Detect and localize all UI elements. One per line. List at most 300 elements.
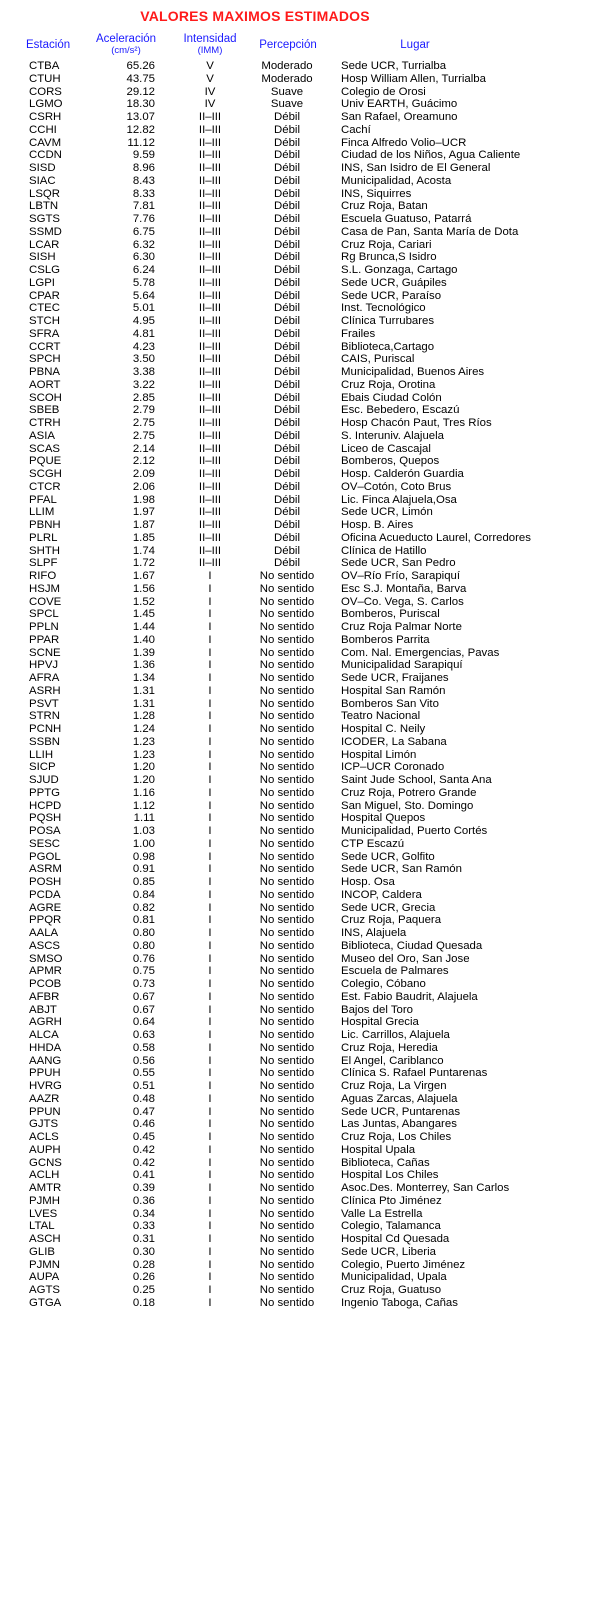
cell-intensidad: I — [208, 990, 212, 1003]
cell-lugar: Oficina Acueducto Laurel, Corredores — [341, 531, 531, 544]
cell-intensidad: II–III — [198, 149, 222, 162]
cell-lugar: Teatro Nacional — [341, 710, 421, 723]
cell-percepcion: Débil — [274, 264, 300, 276]
cell-lugar: Esc. Bebedero, Escazú — [341, 404, 460, 417]
cell-estacion: CTRH — [29, 417, 61, 429]
cell-estacion: PFAL — [29, 493, 57, 506]
table-row — [0, 341, 590, 354]
cell-percepcion: No sentido — [259, 1092, 315, 1105]
cell-aceleracion: 6.75 — [132, 225, 155, 238]
table-row — [0, 1182, 590, 1195]
cell-aceleracion: 29.12 — [126, 85, 155, 98]
cell-intensidad: I — [208, 621, 212, 633]
cell-percepcion: No sentido — [259, 990, 315, 1003]
cell-lugar: Sede UCR, Limón — [341, 506, 433, 519]
table-row — [0, 60, 590, 73]
cell-percepcion: No sentido — [259, 1220, 315, 1233]
cell-lugar: Cruz Roja, Paquera — [341, 914, 442, 927]
cell-percepcion: No sentido — [259, 914, 315, 927]
cell-percepcion: No sentido — [259, 939, 315, 952]
cell-estacion: CCDN — [29, 149, 62, 162]
cell-intensidad: I — [208, 978, 212, 990]
cell-lugar: Est. Fabio Baudrit, Alajuela — [341, 990, 478, 1003]
table-row — [0, 86, 590, 99]
cell-lugar: Finca Alfredo Volio–UCR — [341, 136, 467, 149]
cell-aceleracion: 0.76 — [132, 952, 155, 965]
cell-lugar: Sede UCR, Guápiles — [341, 276, 447, 289]
cell-estacion: LGMO — [29, 98, 63, 111]
table-row — [0, 1208, 590, 1221]
cell-lugar: Ingenio Taboga, Cañas — [341, 1296, 458, 1309]
cell-lugar: Colegio, Cóbano — [341, 978, 426, 990]
table-row — [0, 953, 590, 966]
cell-intensidad: I — [208, 735, 212, 748]
cell-aceleracion: 6.24 — [132, 264, 155, 276]
cell-aceleracion: 0.25 — [132, 1284, 155, 1296]
header-percepcion — [250, 40, 326, 51]
cell-estacion: ASRM — [29, 863, 62, 876]
table-row — [0, 1157, 590, 1170]
cell-intensidad: II–III — [198, 429, 222, 442]
table-row — [0, 774, 590, 787]
table-row — [0, 353, 590, 366]
table-row — [0, 277, 590, 290]
table-row — [0, 1042, 590, 1055]
cell-intensidad: II–III — [198, 442, 222, 455]
table-row — [0, 991, 590, 1004]
table-row — [0, 468, 590, 481]
cell-percepcion: No sentido — [259, 1233, 315, 1245]
cell-aceleracion: 0.82 — [132, 901, 155, 914]
cell-intensidad: I — [208, 659, 212, 672]
cell-percepcion: No sentido — [259, 684, 315, 697]
cell-estacion: GCNS — [29, 1156, 62, 1169]
cell-aceleracion: 0.73 — [132, 978, 155, 990]
cell-estacion: SJUD — [29, 774, 59, 786]
cell-lugar: Sede UCR, Paraíso — [341, 289, 442, 302]
table-row — [0, 647, 590, 660]
cell-aceleracion: 0.26 — [132, 1271, 155, 1284]
cell-estacion: ABJT — [29, 1003, 57, 1016]
cell-aceleracion: 1.20 — [132, 774, 155, 786]
cell-intensidad: I — [208, 684, 212, 697]
cell-percepcion: No sentido — [259, 978, 315, 990]
table-row — [0, 290, 590, 303]
cell-estacion: LLIH — [29, 748, 54, 761]
cell-percepcion: Débil — [274, 225, 300, 238]
cell-estacion: AALA — [29, 927, 59, 939]
cell-percepcion: No sentido — [259, 1245, 315, 1258]
cell-aceleracion: 1.87 — [132, 519, 155, 531]
cell-intensidad: I — [208, 633, 212, 646]
cell-intensidad: II–III — [198, 136, 222, 149]
cell-percepcion: No sentido — [259, 1016, 315, 1029]
cell-lugar: Hospital Upala — [341, 1143, 416, 1156]
table-row — [0, 315, 590, 328]
cell-estacion: SLPF — [29, 557, 58, 570]
table-row — [0, 124, 590, 137]
cell-percepcion: No sentido — [259, 697, 315, 710]
table-row — [0, 506, 590, 519]
cell-estacion: SBEB — [29, 404, 60, 417]
cell-intensidad: II–III — [198, 187, 222, 200]
header-estacion-label: Estación — [26, 39, 71, 51]
table-row — [0, 914, 590, 927]
table-row — [0, 519, 590, 532]
table-row — [0, 876, 590, 889]
cell-estacion: LGPI — [29, 276, 55, 289]
cell-estacion: AAZR — [29, 1092, 60, 1105]
cell-estacion: SCGH — [29, 468, 62, 480]
table-row — [0, 200, 590, 213]
cell-intensidad: I — [208, 850, 212, 863]
cell-intensidad: I — [208, 646, 212, 659]
cell-estacion: RIFO — [29, 570, 57, 582]
cell-aceleracion: 5.64 — [132, 289, 155, 302]
table-row — [0, 812, 590, 825]
cell-aceleracion: 1.24 — [132, 723, 155, 735]
cell-estacion: CTEC — [29, 302, 61, 315]
cell-lugar: Asoc.Des. Monterrey, San Carlos — [341, 1182, 510, 1194]
cell-lugar: Cruz Roja, Los Chiles — [341, 1131, 452, 1143]
cell-intensidad: IV — [204, 98, 216, 111]
cell-lugar: Hospital Los Chiles — [341, 1169, 439, 1182]
cell-estacion: SFRA — [29, 327, 60, 340]
cell-intensidad: II–III — [198, 519, 222, 531]
cell-percepcion: Débil — [274, 238, 300, 251]
table-row — [0, 302, 590, 315]
cell-lugar: Ebais Ciudad Colón — [341, 391, 442, 404]
table-row — [0, 481, 590, 494]
cell-intensidad: II–III — [198, 315, 222, 327]
cell-estacion: GLIB — [29, 1245, 55, 1258]
cell-estacion: PQUE — [29, 455, 62, 468]
cell-intensidad: I — [208, 1194, 212, 1207]
cell-estacion: PPUH — [29, 1067, 61, 1080]
cell-estacion: ACLS — [29, 1131, 59, 1143]
cell-intensidad: I — [208, 697, 212, 710]
cell-lugar: Clínica Pto Jiménez — [341, 1194, 442, 1207]
cell-percepcion: Débil — [274, 366, 300, 378]
table-row — [0, 175, 590, 188]
cell-intensidad: I — [208, 952, 212, 965]
cell-percepcion: No sentido — [259, 582, 315, 595]
cell-intensidad: I — [208, 774, 212, 786]
table-row — [0, 927, 590, 940]
table-row — [0, 710, 590, 723]
cell-estacion: SISH — [29, 251, 56, 264]
cell-intensidad: I — [208, 927, 212, 939]
cell-percepcion: No sentido — [259, 621, 315, 633]
cell-intensidad: I — [208, 939, 212, 952]
cell-estacion: PPTG — [29, 786, 61, 799]
table-row — [0, 430, 590, 443]
cell-aceleracion: 0.56 — [132, 1054, 155, 1067]
cell-intensidad: II–III — [198, 123, 222, 136]
cell-estacion: CCHI — [29, 123, 57, 136]
cell-lugar: El Angel, Cariblanco — [341, 1054, 444, 1067]
cell-aceleracion: 1.31 — [132, 697, 155, 710]
cell-lugar: OV–Río Frío, Sarapiquí — [341, 570, 461, 582]
cell-estacion: PPAR — [29, 633, 60, 646]
table-row — [0, 621, 590, 634]
cell-lugar: CTP Escazú — [341, 837, 405, 850]
cell-estacion: PBNA — [29, 366, 61, 378]
cell-lugar: Clínica de Hatillo — [341, 544, 427, 557]
table-row — [0, 111, 590, 124]
cell-aceleracion: 4.23 — [132, 340, 155, 353]
cell-percepcion: No sentido — [259, 812, 315, 825]
table-row — [0, 1246, 590, 1259]
cell-intensidad: II–III — [198, 493, 222, 506]
table-row — [0, 1067, 590, 1080]
cell-percepcion: Débil — [274, 493, 300, 506]
table-row — [0, 1004, 590, 1017]
cell-lugar: Colegio, Talamanca — [341, 1220, 441, 1233]
cell-intensidad: I — [208, 582, 212, 595]
cell-intensidad: II–III — [198, 213, 222, 225]
cell-percepcion: Débil — [274, 455, 300, 468]
table-row — [0, 583, 590, 596]
cell-aceleracion: 0.41 — [132, 1169, 155, 1182]
cell-intensidad: I — [208, 761, 212, 774]
cell-aceleracion: 1.67 — [132, 570, 155, 582]
cell-percepcion: Débil — [274, 111, 300, 123]
cell-aceleracion: 0.46 — [132, 1118, 155, 1131]
cell-percepcion: Moderado — [261, 72, 313, 85]
cell-aceleracion: 1.20 — [132, 761, 155, 774]
cell-aceleracion: 0.28 — [132, 1258, 155, 1271]
cell-percepcion: Débil — [274, 378, 300, 391]
cell-lugar: Hosp. Osa — [341, 876, 395, 888]
cell-lugar: Sede UCR, Turrialba — [341, 60, 447, 72]
cell-lugar: Clínica Turrubares — [341, 315, 435, 327]
table-row — [0, 685, 590, 698]
header-lugar-label: Lugar — [400, 39, 430, 51]
cell-aceleracion: 8.96 — [132, 162, 155, 174]
cell-aceleracion: 8.33 — [132, 187, 155, 200]
cell-percepcion: Débil — [274, 327, 300, 340]
cell-percepcion: Débil — [274, 251, 300, 264]
cell-intensidad: II–III — [198, 468, 222, 480]
cell-aceleracion: 1.39 — [132, 646, 155, 659]
cell-estacion: CSRH — [29, 111, 62, 123]
cell-percepcion: No sentido — [259, 608, 315, 621]
header-intensidad-label: Intensidad — [183, 33, 237, 45]
cell-lugar: ICODER, La Sabana — [341, 735, 447, 748]
cell-intensidad: I — [208, 786, 212, 799]
cell-estacion: SGTS — [29, 213, 61, 225]
table-row — [0, 392, 590, 405]
cell-percepcion: Moderado — [261, 60, 313, 72]
cell-intensidad: I — [208, 570, 212, 582]
cell-aceleracion: 1.23 — [132, 748, 155, 761]
cell-percepcion: No sentido — [259, 1271, 315, 1284]
cell-intensidad: II–III — [198, 531, 222, 544]
cell-intensidad: I — [208, 1143, 212, 1156]
cell-estacion: ASRH — [29, 684, 61, 697]
cell-aceleracion: 2.75 — [132, 417, 155, 429]
cell-lugar: INS, San Isidro de El General — [341, 162, 491, 174]
cell-estacion: STCH — [29, 315, 61, 327]
cell-percepcion: Suave — [270, 85, 304, 98]
cell-estacion: POSH — [29, 876, 62, 888]
cell-estacion: AMTR — [29, 1182, 62, 1194]
cell-intensidad: II–III — [198, 251, 222, 264]
cell-intensidad: I — [208, 1054, 212, 1067]
cell-estacion: CAVM — [29, 136, 62, 149]
cell-aceleracion: 6.30 — [132, 251, 155, 264]
cell-aceleracion: 1.23 — [132, 735, 155, 748]
table-row — [0, 749, 590, 762]
table-row — [0, 404, 590, 417]
cell-estacion: AORT — [29, 378, 61, 391]
cell-estacion: LBTN — [29, 200, 59, 213]
cell-percepcion: No sentido — [259, 1258, 315, 1271]
cell-intensidad: II–III — [198, 366, 222, 378]
cell-percepcion: Débil — [274, 531, 300, 544]
cell-percepcion: No sentido — [259, 1156, 315, 1169]
cell-lugar: INS, Siquirres — [341, 187, 412, 200]
cell-estacion: SCAS — [29, 442, 61, 455]
cell-aceleracion: 0.63 — [132, 1029, 155, 1041]
cell-percepcion: Débil — [274, 480, 300, 493]
cell-lugar: INS, Alajuela — [341, 927, 407, 939]
cell-estacion: CCRT — [29, 340, 61, 353]
cell-percepcion: Débil — [274, 276, 300, 289]
cell-aceleracion: 0.75 — [132, 965, 155, 978]
cell-estacion: PBNH — [29, 519, 61, 531]
cell-percepcion: No sentido — [259, 633, 315, 646]
cell-aceleracion: 1.34 — [132, 672, 155, 684]
cell-estacion: HCPD — [29, 799, 62, 812]
cell-lugar: Clínica S. Rafael Puntarenas — [341, 1067, 488, 1080]
cell-lugar: Sede UCR, Liberia — [341, 1245, 436, 1258]
cell-lugar: Municipalidad, Upala — [341, 1271, 447, 1284]
cell-lugar: Casa de Pan, Santa María de Dota — [341, 225, 519, 238]
cell-aceleracion: 7.81 — [132, 200, 155, 213]
cell-lugar: Hosp Chacón Paut, Tres Ríos — [341, 417, 492, 429]
cell-lugar: Inst. Tecnológico — [341, 302, 426, 315]
cell-percepcion: No sentido — [259, 1067, 315, 1080]
table-row — [0, 1195, 590, 1208]
cell-aceleracion: 43.75 — [126, 72, 155, 85]
cell-intensidad: II–III — [198, 378, 222, 391]
cell-estacion: ASIA — [29, 429, 55, 442]
table-row — [0, 965, 590, 978]
cell-aceleracion: 0.45 — [132, 1131, 155, 1143]
page-title: VALORES MAXIMOS ESTIMADOS — [140, 8, 370, 24]
cell-percepcion: No sentido — [259, 1284, 315, 1296]
cell-estacion: LTAL — [29, 1220, 55, 1233]
table-row — [0, 494, 590, 507]
cell-estacion: APMR — [29, 965, 62, 978]
cell-estacion: AUPA — [29, 1271, 60, 1284]
cell-aceleracion: 9.59 — [132, 149, 155, 162]
cell-percepcion: Débil — [274, 162, 300, 174]
cell-lugar: Bomberos San Vito — [341, 697, 439, 710]
cell-percepcion: Débil — [274, 340, 300, 353]
cell-intensidad: II–III — [198, 391, 222, 404]
cell-estacion: HVRG — [29, 1080, 62, 1092]
cell-aceleracion: 65.26 — [126, 60, 155, 72]
cell-intensidad: I — [208, 1029, 212, 1041]
cell-lugar: Cruz Roja, Potrero Grande — [341, 786, 477, 799]
table-row — [0, 723, 590, 736]
table-row — [0, 239, 590, 252]
cell-intensidad: I — [208, 799, 212, 812]
cell-aceleracion: 2.09 — [132, 468, 155, 480]
table-row — [0, 1106, 590, 1119]
cell-lugar: Rg Brunca,S Isidro — [341, 251, 437, 264]
cell-lugar: OV–Cotón, Coto Brus — [341, 480, 452, 493]
cell-aceleracion: 2.85 — [132, 391, 155, 404]
cell-percepcion: No sentido — [259, 659, 315, 672]
cell-aceleracion: 1.31 — [132, 684, 155, 697]
cell-lugar: Hospital Grecia — [341, 1016, 419, 1029]
cell-estacion: ACLH — [29, 1169, 60, 1182]
cell-estacion: SPCL — [29, 608, 59, 621]
cell-intensidad: I — [208, 1080, 212, 1092]
table-row — [0, 1233, 590, 1246]
cell-percepcion: No sentido — [259, 901, 315, 914]
table-row — [0, 1093, 590, 1106]
cell-lugar: Biblioteca, Ciudad Quesada — [341, 939, 483, 952]
cell-estacion: ALCA — [29, 1029, 59, 1041]
cell-intensidad: I — [208, 1003, 212, 1016]
cell-percepcion: Débil — [274, 557, 300, 570]
cell-lugar: Hospital Limón — [341, 748, 417, 761]
table-row — [0, 825, 590, 838]
cell-lugar: Bomberos, Quepos — [341, 455, 440, 468]
cell-aceleracion: 1.72 — [132, 557, 155, 570]
cell-intensidad: I — [208, 837, 212, 850]
cell-intensidad: II–III — [198, 238, 222, 251]
cell-percepcion: No sentido — [259, 825, 315, 837]
header-intensidad — [178, 34, 242, 56]
cell-intensidad: I — [208, 1016, 212, 1029]
cell-lugar: Frailes — [341, 327, 376, 340]
table-row — [0, 379, 590, 392]
cell-estacion: SIAC — [29, 174, 56, 187]
cell-estacion: CTBA — [29, 60, 60, 72]
cell-intensidad: II–III — [198, 111, 222, 123]
cell-estacion: SSBN — [29, 735, 61, 748]
cell-lugar: S.L. Gonzaga, Cartago — [341, 264, 458, 276]
table-row — [0, 1118, 590, 1131]
cell-estacion: PPLN — [29, 621, 59, 633]
cell-intensidad: II–III — [198, 557, 222, 570]
cell-lugar: Bomberos Parrita — [341, 633, 430, 646]
cell-lugar: Hosp. Calderón Guardia — [341, 468, 464, 480]
cell-percepcion: No sentido — [259, 863, 315, 876]
cell-lugar: Biblioteca, Cañas — [341, 1156, 430, 1169]
cell-estacion: AGRE — [29, 901, 62, 914]
cell-lugar: Bomberos, Puriscal — [341, 608, 440, 621]
cell-lugar: Valle La Estrella — [341, 1207, 423, 1220]
cell-percepcion: No sentido — [259, 761, 315, 774]
cell-estacion: PSVT — [29, 697, 59, 710]
table-row — [0, 1029, 590, 1042]
cell-intensidad: I — [208, 1296, 212, 1309]
table-row — [0, 596, 590, 609]
cell-intensidad: II–III — [198, 174, 222, 187]
cell-percepcion: No sentido — [259, 735, 315, 748]
cell-intensidad: I — [208, 1220, 212, 1233]
cell-aceleracion: 1.16 — [132, 786, 155, 799]
cell-lugar: Hospital C. Neily — [341, 723, 426, 735]
cell-lugar: Sede UCR, Golfito — [341, 850, 435, 863]
